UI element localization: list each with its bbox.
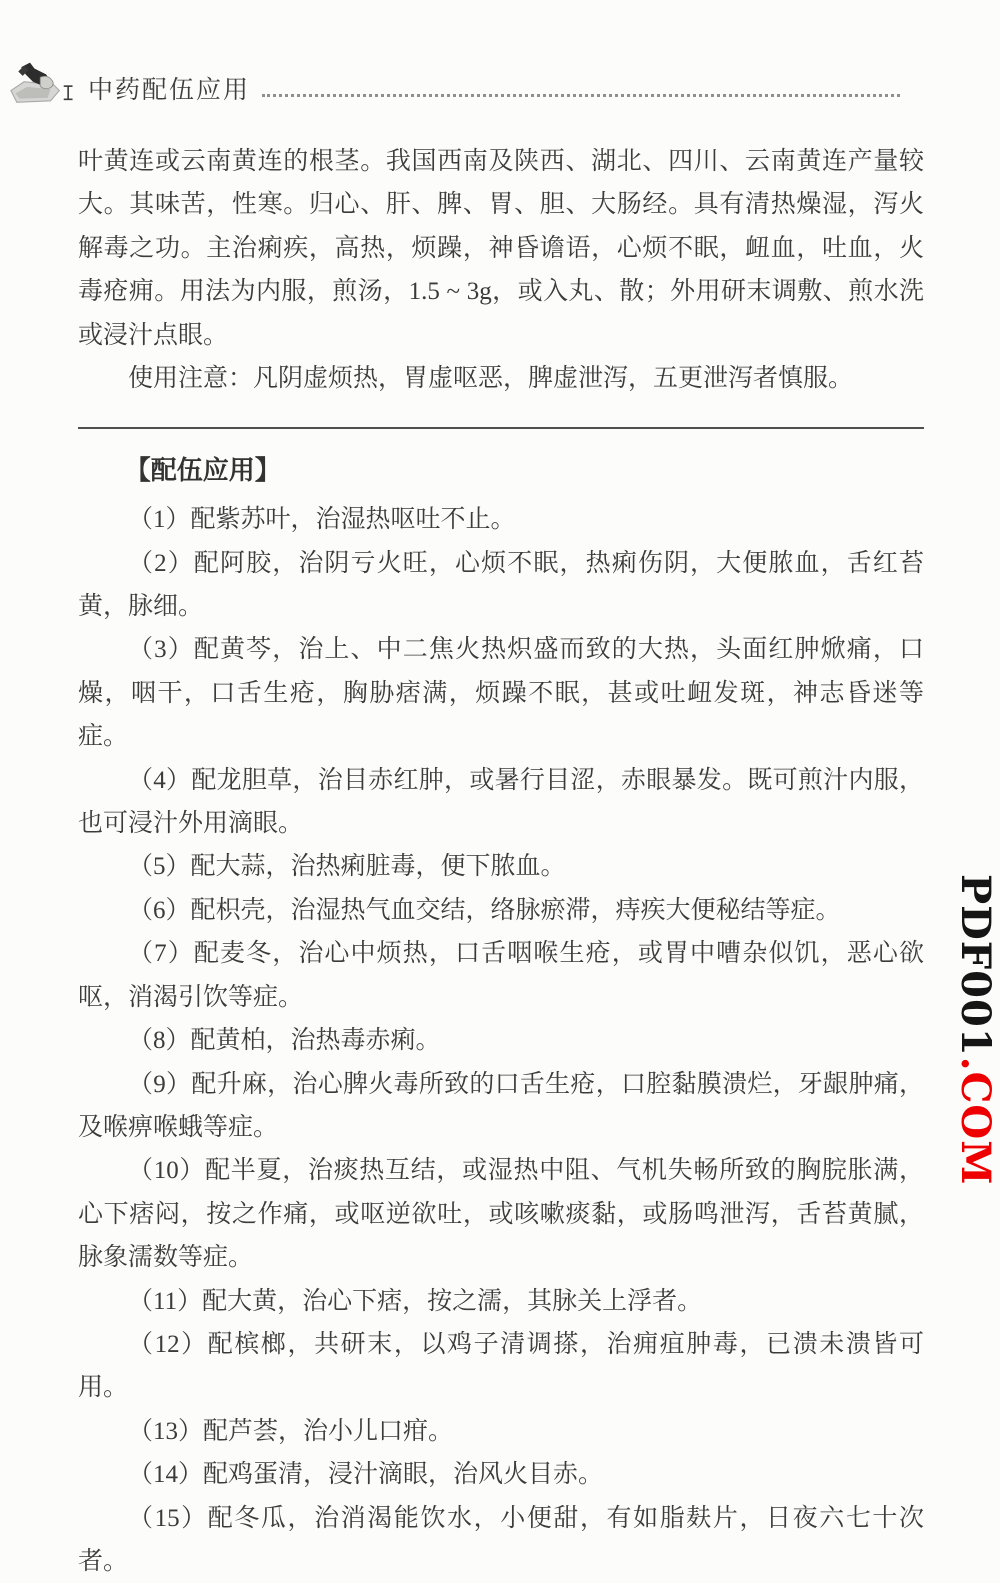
pairing-item: （14）配鸡蛋清，浸汁滴眼，治风火目赤。 — [128, 1461, 604, 1489]
section-divider — [78, 427, 924, 429]
pairing-item: （10）配半夏，治痰热互结，或湿热中阻、气机失畅所致的胸脘胀满，心下痞闷，按之作痛，或呕逆欲吐，或咳嗽痰黏，或肠鸣泄泻，舌苔黄腻，脉象濡数等症。 — [78, 1157, 924, 1272]
section-heading: 【配伍应用】 — [124, 456, 281, 486]
pairing-item: （2）配阿胶，治阴亏火旺，心烦不眠，热痢伤阴，大便脓血，舌红苔黄，脉细。 — [78, 549, 924, 621]
herb-grinder-logo-icon — [8, 52, 74, 110]
page-content — [78, 140, 924, 1583]
pairing-item: （7）配麦冬，治心中烦热，口舌咽喉生疮，或胃中嘈杂似饥，恶心欲呕，消渴引饮等症。 — [78, 940, 924, 1011]
watermark-red-part: .COM — [952, 1056, 999, 1186]
pairing-item: （8）配黄柏，治热毒赤痢。 — [128, 1027, 441, 1055]
pairing-item: （13）配芦荟，治小儿口疳。 — [128, 1417, 454, 1445]
page-header — [8, 52, 908, 110]
pairing-item: （3）配黄芩，治上、中二焦火热炽盛而致的大热，头面红肿焮痛，口燥，咽干，口舌生疮，胸胁痞满，烦躁不眠，甚或吐衄发斑，神志昏迷等症。 — [78, 636, 924, 751]
pairing-item: （11）配大黄，治心下痞，按之濡，其脉关上浮者。 — [128, 1287, 703, 1315]
pairing-item: （1）配紫苏叶，治湿热呕吐不止。 — [128, 506, 516, 534]
intro-paragraph: 叶黄连或云南黄连的根茎。我国西南及陕西、湖北、四川、云南黄连产量较大。其味苦，性寒。归心、肝、脾、胃、胆、大肠经。具有清热燥湿，泻火解毒之功。主治痢疾，高热，烦躁，神昏谵语，心烦不眠，衄血，吐血，火毒疮痈。用法为内服，煎汤，1.5 ~ 3g，或入丸、散；外用研末调敷、煎水洗或浸汁点眼。 — [78, 148, 924, 349]
pairing-item: （6）配枳壳，治湿热气血交结，络脉瘀滞，痔疾大便秘结等症。 — [128, 896, 841, 924]
watermark-black-part: PDF001 — [952, 874, 999, 1057]
pairing-item: （9）配升麻，治心脾火毒所致的口舌生疮，口腔黏膜溃烂，牙龈肿痛，及喉痹喉蛾等症。 — [78, 1070, 924, 1141]
dotted-leader — [262, 94, 900, 97]
pairing-item: （12）配槟榔，共研末，以鸡子清调搽，治痈疽肿毒，已溃未溃皆可用。 — [78, 1330, 924, 1402]
watermark — [952, 874, 999, 1186]
pairing-item: （15）配冬瓜，治消渴能饮水，小便甜，有如脂麸片，日夜六七十次者。 — [78, 1504, 924, 1575]
usage-note-paragraph: 使用注意：凡阴虚烦热，胃虚呕恶，脾虚泄泻，五更泄泻者慎服。 — [128, 365, 854, 393]
pairing-item: （5）配大蒜，治热痢脏毒，便下脓血。 — [128, 853, 566, 881]
pairing-items-list — [78, 498, 924, 1583]
pairing-item: （4）配龙胆草，治目赤红肿，或暑行目涩，赤眼暴发。既可煎汁内服，也可浸汁外用滴眼。 — [78, 766, 924, 838]
running-head-title: 中药配伍应用 — [88, 77, 251, 104]
